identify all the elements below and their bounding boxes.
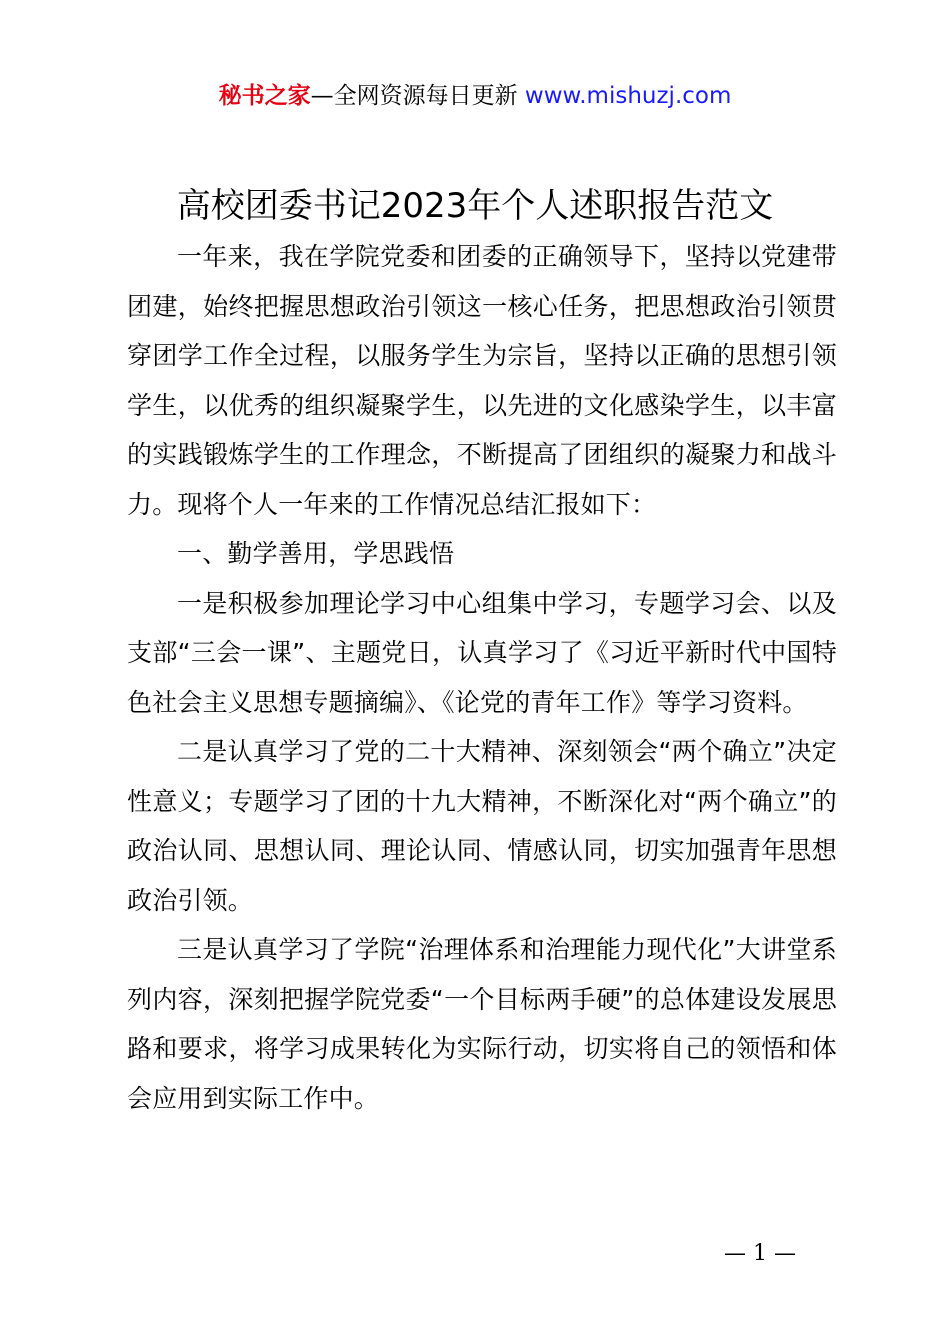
section-heading: 一、勤学善用，学思践悟 [177, 539, 455, 568]
document-body [127, 232, 837, 1123]
paragraph-intro: 一年来，我在学院党委和团委的正确领导下，坚持以党建带团建，始终把握思想政治引领这一核心任务，把思想政治引领贯穿团学工作全过程，以服务学生为宗旨，坚持以正确的思想引领学生，以优秀的组织凝聚学生，以先进的文化感染学生，以丰富的实践锻炼学生的工作理念，不断提高了团组织的凝聚力和战斗力。现将个人一年来的工作情况总结汇报如下： [127, 242, 837, 519]
document-title: 高校团委书记2023年个人述职报告范文 [176, 186, 774, 226]
paragraph-item-1: 一是积极参加理论学习中心组集中学习，专题学习会、以及支部“三会一课”、主题党日，认真学习了《习近平新时代中国特色社会主义思想专题摘编》、《论党的青年工作》等学习资料。 [127, 588, 837, 717]
paragraph-item-2: 二是认真学习了党的二十大精神、深刻领会“两个确立”决定性意义；专题学习了团的十九大精神，不断深化对“两个确立”的政治认同、思想认同、理论认同、情感认同，切实加强青年思想政治引领。 [127, 737, 837, 915]
page-number: — 1 — [724, 1241, 796, 1266]
site-header [0, 80, 950, 112]
site-url[interactable]: www.mishuzj.com [524, 83, 732, 109]
brand-name: 秘书之家 [218, 83, 311, 109]
paragraph-item-3: 三是认真学习了学院“治理体系和治理能力现代化”大讲堂系列内容，深刻把握学院党委“一个目标两手硬”的总体建设发展思路和要求，将学习成果转化为实际行动，切实将自己的领悟和体会应用到实际工作中。 [127, 935, 837, 1113]
header-tagline: —全网资源每日更新 [310, 83, 525, 109]
